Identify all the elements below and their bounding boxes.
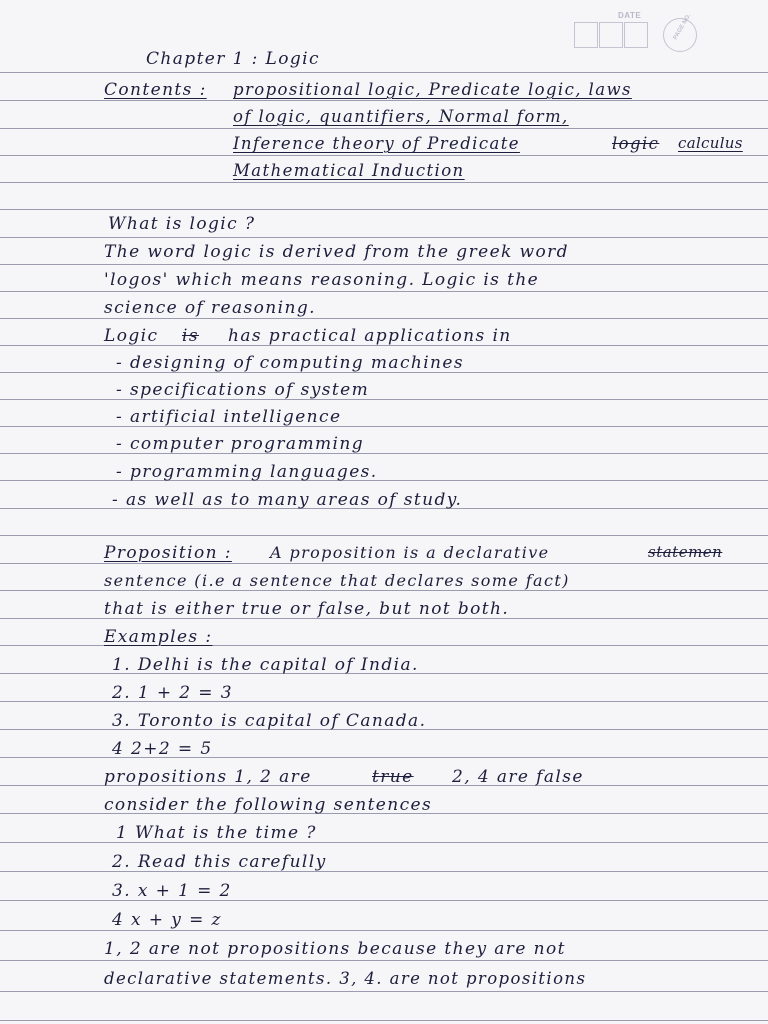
ruled-line — [0, 318, 768, 319]
ruled-line — [0, 590, 768, 591]
struck-word: is — [182, 326, 199, 346]
example-item: 3. Toronto is capital of Canada. — [112, 711, 427, 731]
list-item: - specifications of system — [116, 380, 370, 400]
ruled-line — [0, 991, 768, 992]
text-line: propositions 1, 2 are — [104, 767, 312, 787]
text-line: Logic — [104, 326, 159, 346]
chapter-title: Chapter 1 : Logic — [146, 49, 320, 69]
text-line: A proposition is a declarative — [270, 543, 550, 562]
list-item: - as well as to many areas of study. — [112, 490, 463, 510]
sentence-item: 2. Read this carefully — [112, 852, 327, 872]
date-cell — [574, 22, 598, 48]
text-line: that is either true or false, but not both. — [104, 599, 510, 619]
text-line: has practical applications in — [228, 326, 512, 346]
list-item: - designing of computing machines — [116, 353, 464, 373]
date-cells — [574, 22, 649, 48]
ruled-line — [0, 237, 768, 238]
date-cell — [624, 22, 648, 48]
text-line: 'logos' which means reasoning. Logic is the — [104, 270, 540, 290]
section-heading: What is logic ? — [108, 214, 256, 234]
ruled-line — [0, 563, 768, 564]
text-line: 1, 2 are not propositions because they are not — [104, 939, 566, 959]
ruled-line — [0, 182, 768, 183]
text-line: consider the following sentences — [104, 795, 433, 815]
text-line: The word logic is derived from the greek word — [104, 242, 569, 262]
contents-line: Mathematical Induction — [233, 161, 465, 180]
ruled-line — [0, 128, 768, 129]
ruled-line — [0, 72, 768, 73]
ruled-line — [0, 155, 768, 156]
date-label: DATE — [618, 11, 642, 20]
text-line: 2, 4 are false — [452, 767, 584, 787]
ruled-line — [0, 100, 768, 101]
section-heading: Proposition : — [104, 543, 232, 563]
contents-label: Contents : — [104, 80, 207, 100]
page-number-label: PAGE NO. — [672, 12, 693, 42]
examples-heading: Examples : — [104, 627, 213, 647]
ruled-line — [0, 1020, 768, 1021]
contents-line: Inference theory of Predicate — [233, 134, 520, 153]
struck-word: logic — [612, 134, 660, 153]
contents-line: of logic, quantifiers, Normal form, — [233, 107, 569, 126]
date-cell — [599, 22, 623, 48]
sentence-item: 4 x + y = z — [112, 910, 222, 930]
sentence-item: 1 What is the time ? — [116, 823, 317, 843]
contents-line: propositional logic, Predicate logic, laws — [233, 80, 632, 99]
list-item: - programming languages. — [116, 462, 378, 482]
list-item: - computer programming — [116, 434, 364, 454]
text-line: science of reasoning. — [104, 298, 316, 318]
ruled-line — [0, 209, 768, 210]
ruled-line — [0, 264, 768, 265]
text-line: sentence (i.e a sentence that declares some fact) — [104, 571, 570, 590]
ruled-line — [0, 930, 768, 931]
ruled-line — [0, 960, 768, 961]
sentence-item: 3. x + 1 = 2 — [112, 881, 232, 901]
date-page-box — [568, 8, 698, 60]
ruled-line — [0, 535, 768, 536]
list-item: - artificial intelligence — [116, 407, 342, 427]
struck-word: true — [372, 767, 414, 787]
example-item: 1. Delhi is the capital of India. — [112, 655, 419, 675]
struck-word: statemen — [648, 543, 723, 561]
text-line: declarative statements. 3, 4. are not propositions — [104, 969, 587, 988]
contents-line: calculus — [678, 134, 743, 152]
ruled-line — [0, 291, 768, 292]
example-item: 2. 1 + 2 = 3 — [112, 683, 233, 703]
example-item: 4 2+2 = 5 — [112, 739, 213, 759]
